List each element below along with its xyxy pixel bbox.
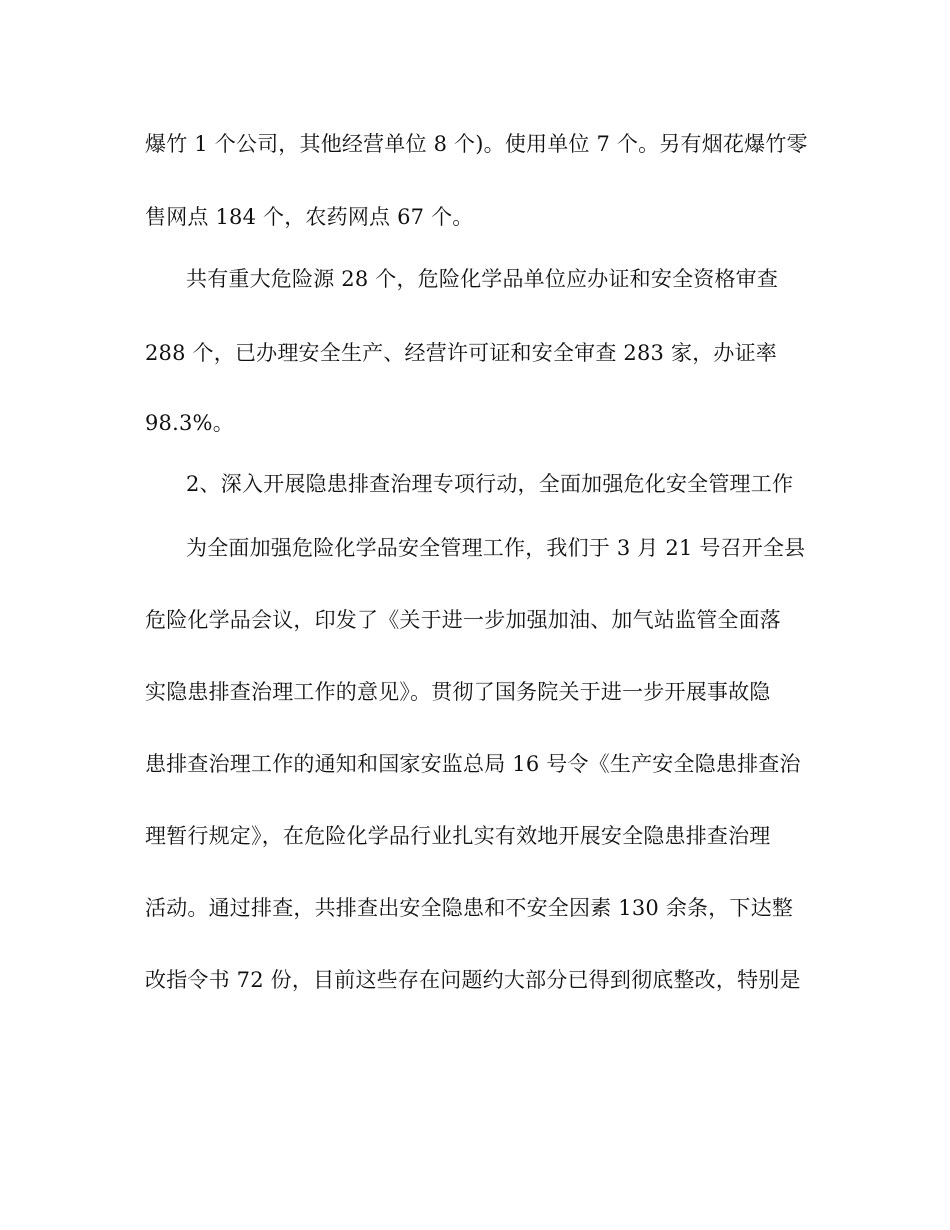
text-line: 共有重大危险源 28 个，危险化学品单位应办证和安全资格审查 bbox=[186, 267, 779, 291]
text-line: 实隐患排查治理工作的意见》。贯彻了国务院关于进一步开展事故隐 bbox=[145, 680, 771, 704]
text-line: 为全面加强危险化学品安全管理工作，我们于 3 月 21 号召开全县 bbox=[186, 536, 806, 560]
text-line: 爆竹 1 个公司，其他经营单位 8 个)。使用单位 7 个。另有烟花爆竹零 bbox=[145, 132, 808, 156]
text-line: 288 个，已办理安全生产、经营许可证和安全审查 283 家，办证率 bbox=[145, 341, 777, 365]
text-line: 售网点 184 个，农药网点 67 个。 bbox=[145, 205, 474, 229]
text-line: 活动。通过排查，共排查出安全隐患和不安全因素 130 余条，下达整 bbox=[145, 896, 794, 920]
text-line: 98.3%。 bbox=[145, 411, 234, 435]
text-line: 患排查治理工作的通知和国家安监总局 16 号令《生产安全隐患排查治 bbox=[145, 752, 801, 776]
text-line: 改指令书 72 份，目前这些存在问题约大部分已得到彻底整改，特别是 bbox=[145, 968, 801, 992]
text-line: 危险化学品会议，印发了《关于进一步加强加油、加气站监管全面落 bbox=[145, 608, 781, 632]
text-line: 理暂行规定》，在危险化学品行业扎实有效地开展安全隐患排查治理 bbox=[145, 824, 771, 848]
section-heading: 2、深入开展隐患排查治理专项行动，全面加强危化安全管理工作 bbox=[186, 472, 794, 496]
